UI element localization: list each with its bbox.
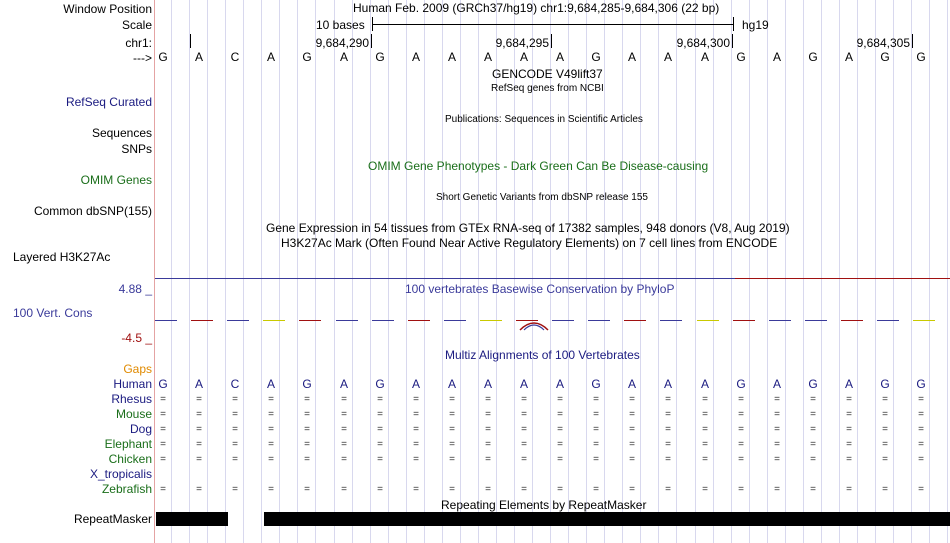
omim-phenotypes-track-title[interactable]: OMIM Gene Phenotypes - Dark Green Can Be Disease-causing <box>368 159 709 173</box>
alignment-match: = <box>268 484 274 495</box>
base-letter: C <box>230 50 240 64</box>
alignment-match: = <box>774 454 780 465</box>
base-letter: A <box>266 377 275 391</box>
alignment-match: = <box>918 484 924 495</box>
conservation-dash <box>263 320 285 321</box>
alignment-match: = <box>485 409 491 420</box>
base-letter: A <box>772 377 781 391</box>
gtex-track-title[interactable]: Gene Expression in 54 tissues from GTEx RNA-seq of 17382 samples, 948 donors (V8, Aug 2019) <box>266 221 790 235</box>
alignment-match: = <box>702 454 708 465</box>
alignment-match: = <box>521 439 527 450</box>
alignment-match: = <box>918 409 924 420</box>
base-letter: G <box>375 50 385 64</box>
alignment-match: = <box>196 424 202 435</box>
base-letter: A <box>844 50 853 64</box>
alignment-match: = <box>232 484 238 495</box>
alignment-match: = <box>160 484 166 495</box>
conservation-dash <box>805 320 827 321</box>
alignment-match: = <box>702 439 708 450</box>
conservation-top-line-red <box>735 278 950 279</box>
alignment-match: = <box>341 439 347 450</box>
conservation-dash <box>733 320 755 321</box>
base-letter: A <box>266 50 275 64</box>
alignment-match: = <box>521 484 527 495</box>
conservation-dash <box>372 320 394 321</box>
conservation-dash <box>624 320 646 321</box>
species-label-dog[interactable]: Dog <box>129 422 152 436</box>
alignment-match: = <box>268 454 274 465</box>
conservation-dash <box>660 320 682 321</box>
alignment-match: = <box>738 454 744 465</box>
base-letter: A <box>483 377 492 391</box>
alignment-match: = <box>846 439 852 450</box>
alignment-match: = <box>521 409 527 420</box>
cons-min-label: -4.5 _ <box>121 331 152 345</box>
alignment-match: = <box>413 409 419 420</box>
cons-max-label: 4.88 _ <box>118 282 152 296</box>
alignment-match: = <box>304 454 310 465</box>
ruler-tick <box>551 34 552 48</box>
alignment-match: = <box>557 409 563 420</box>
alignment-match: = <box>521 424 527 435</box>
alignment-match: = <box>918 424 924 435</box>
alignment-match: = <box>882 454 888 465</box>
alignment-match: = <box>304 439 310 450</box>
alignment-match: = <box>557 484 563 495</box>
alignment-match: = <box>557 424 563 435</box>
base-letter: C <box>230 377 240 391</box>
alignment-match: = <box>485 439 491 450</box>
base-letter: A <box>772 50 781 64</box>
alignment-match: = <box>232 394 238 405</box>
base-letter: G <box>808 50 818 64</box>
alignment-match: = <box>413 454 419 465</box>
base-letter: A <box>663 377 672 391</box>
track-label-gaps[interactable]: Gaps <box>123 362 152 376</box>
alignment-match: = <box>738 409 744 420</box>
alignment-match: = <box>846 409 852 420</box>
alignment-match: = <box>304 424 310 435</box>
track-label-vert-cons[interactable]: 100 Vert. Cons <box>13 306 93 320</box>
alignment-match: = <box>377 454 383 465</box>
alignment-match: = <box>629 409 635 420</box>
base-letter: G <box>302 377 312 391</box>
conservation-dash <box>480 320 502 321</box>
gencode-track-title[interactable]: GENCODE V49lift37 <box>492 67 603 81</box>
alignment-match: = <box>449 409 455 420</box>
conservation-peak <box>518 318 550 332</box>
alignment-match: = <box>557 394 563 405</box>
ruler-coordinate: 9,684,290 <box>315 36 369 50</box>
alignment-match: = <box>774 424 780 435</box>
conservation-dash <box>841 320 863 321</box>
multiz-track-title[interactable]: Multiz Alignments of 100 Vertebrates <box>445 348 640 362</box>
alignment-match: = <box>593 454 599 465</box>
base-letter: G <box>591 377 601 391</box>
alignment-match: = <box>918 394 924 405</box>
base-letter: G <box>158 50 168 64</box>
base-letter: A <box>411 377 420 391</box>
conservation-dash <box>588 320 610 321</box>
alignment-match: = <box>377 484 383 495</box>
species-label-zebrafish[interactable]: Zebrafish <box>101 482 152 496</box>
conservation-dash <box>336 320 358 321</box>
base-letter: A <box>555 50 564 64</box>
base-letter: A <box>339 50 348 64</box>
alignment-match: = <box>846 484 852 495</box>
alignment-match: = <box>810 409 816 420</box>
alignment-match: = <box>774 484 780 495</box>
alignment-match: = <box>593 424 599 435</box>
base-letter: G <box>736 377 746 391</box>
base-letter: G <box>591 50 601 64</box>
alignment-match: = <box>810 454 816 465</box>
alignment-match: = <box>846 394 852 405</box>
alignment-match: = <box>304 484 310 495</box>
window-position-value: Human Feb. 2009 (GRCh37/hg19) chr1:9,684,285-9,684,306 (22 bp) <box>353 1 720 15</box>
base-letter: G <box>736 50 746 64</box>
alignment-match: = <box>268 424 274 435</box>
alignment-match: = <box>449 394 455 405</box>
alignment-match: = <box>521 454 527 465</box>
alignment-match: = <box>774 409 780 420</box>
alignment-match: = <box>485 394 491 405</box>
base-letter: G <box>880 377 890 391</box>
base-letter: G <box>375 377 385 391</box>
conservation-dash <box>299 320 321 321</box>
alignment-match: = <box>304 394 310 405</box>
track-label-dbsnp[interactable]: Common dbSNP(155) <box>33 204 152 218</box>
alignment-match: = <box>882 439 888 450</box>
alignment-match: = <box>665 454 671 465</box>
chrom-label: chr1: <box>125 36 152 50</box>
alignment-match: = <box>557 439 563 450</box>
alignment-match: = <box>665 424 671 435</box>
alignment-match: = <box>413 394 419 405</box>
conservation-dash <box>697 320 719 321</box>
ruler-tick <box>371 34 372 48</box>
conservation-dash <box>769 320 791 321</box>
alignment-match: = <box>232 409 238 420</box>
alignment-match: = <box>846 454 852 465</box>
alignment-match: = <box>268 439 274 450</box>
base-letter: G <box>808 377 818 391</box>
alignment-match: = <box>665 439 671 450</box>
base-letter: A <box>483 50 492 64</box>
dbsnp-track-title[interactable]: Short Genetic Variants from dbSNP release 155 <box>436 192 648 203</box>
alignment-match: = <box>629 424 635 435</box>
base-letter: A <box>700 377 709 391</box>
alignment-match: = <box>160 424 166 435</box>
alignment-match: = <box>629 484 635 495</box>
alignment-match: = <box>232 424 238 435</box>
base-letter: A <box>339 377 348 391</box>
ruler-tick <box>912 34 913 48</box>
track-label-h3k27ac[interactable]: Layered H3K27Ac <box>13 250 111 264</box>
alignment-match: = <box>918 439 924 450</box>
grid-line <box>947 0 948 543</box>
alignment-match: = <box>593 394 599 405</box>
alignment-match: = <box>341 394 347 405</box>
base-letter: A <box>519 50 528 64</box>
alignment-match: = <box>160 439 166 450</box>
alignment-match: = <box>341 454 347 465</box>
alignment-match: = <box>377 424 383 435</box>
conservation-dash <box>877 320 899 321</box>
alignment-match: = <box>268 394 274 405</box>
alignment-match: = <box>702 484 708 495</box>
alignment-match: = <box>413 484 419 495</box>
base-letter: A <box>194 50 203 64</box>
alignment-match: = <box>485 454 491 465</box>
alignment-match: = <box>810 394 816 405</box>
alignment-match: = <box>593 409 599 420</box>
base-letter: G <box>916 377 926 391</box>
track-label-snps[interactable]: SNPs <box>121 142 152 156</box>
alignment-match: = <box>196 394 202 405</box>
alignment-match: = <box>268 409 274 420</box>
alignment-match: = <box>449 484 455 495</box>
base-letter: A <box>663 50 672 64</box>
alignment-match: = <box>593 439 599 450</box>
base-letter: G <box>302 50 312 64</box>
scale-label: Scale <box>121 18 152 32</box>
alignment-match: = <box>810 424 816 435</box>
track-label-repeatmasker[interactable]: RepeatMasker <box>73 512 152 526</box>
ruler-tick <box>732 34 733 48</box>
base-letter: A <box>627 50 636 64</box>
alignment-match: = <box>557 454 563 465</box>
alignment-match: = <box>882 409 888 420</box>
species-label-human[interactable]: Human <box>113 377 152 391</box>
alignment-match: = <box>413 424 419 435</box>
base-letter: G <box>158 377 168 391</box>
alignment-match: = <box>738 484 744 495</box>
species-label-rhesus[interactable]: Rhesus <box>111 392 152 406</box>
alignment-match: = <box>485 424 491 435</box>
alignment-match: = <box>882 484 888 495</box>
alignment-match: = <box>810 439 816 450</box>
refseq-track-title[interactable]: RefSeq genes from NCBI <box>491 83 604 94</box>
repeat-element-block[interactable] <box>264 512 950 526</box>
alignment-match: = <box>449 424 455 435</box>
window-position-label: Window Position <box>63 2 152 16</box>
track-label-refseq[interactable]: RefSeq Curated <box>65 95 152 109</box>
conservation-dash <box>191 320 213 321</box>
base-letter: A <box>194 377 203 391</box>
species-label-mouse[interactable]: Mouse <box>115 407 152 421</box>
track-label-sequences[interactable]: Sequences <box>91 126 152 140</box>
alignment-match: = <box>341 484 347 495</box>
base-letter: A <box>844 377 853 391</box>
alignment-match: = <box>665 484 671 495</box>
ruler-tick <box>190 34 191 48</box>
base-letter: A <box>447 377 456 391</box>
alignment-match: = <box>377 409 383 420</box>
alignment-match: = <box>738 394 744 405</box>
base-letter: A <box>555 377 564 391</box>
alignment-match: = <box>160 394 166 405</box>
base-letter: A <box>411 50 420 64</box>
alignment-match: = <box>738 424 744 435</box>
ruler-coordinate: 9,684,295 <box>495 36 549 50</box>
alignment-match: = <box>160 454 166 465</box>
base-letter: A <box>700 50 709 64</box>
conservation-dash <box>913 320 935 321</box>
conservation-dash <box>552 320 574 321</box>
species-label-x_tropicalis[interactable]: X_tropicalis <box>89 467 152 481</box>
alignment-match: = <box>702 424 708 435</box>
alignment-match: = <box>702 394 708 405</box>
alignment-match: = <box>629 454 635 465</box>
alignment-match: = <box>882 394 888 405</box>
alignment-match: = <box>774 439 780 450</box>
alignment-match: = <box>665 394 671 405</box>
track-label-omim-genes[interactable]: OMIM Genes <box>80 173 152 187</box>
species-label-elephant[interactable]: Elephant <box>104 437 152 451</box>
ruler-coordinate: 9,684,300 <box>676 36 730 50</box>
publications-track-title[interactable]: Publications: Sequences in Scientific Articles <box>445 114 643 125</box>
alignment-match: = <box>629 394 635 405</box>
strand-label: ---> <box>133 51 152 65</box>
alignment-match: = <box>918 454 924 465</box>
alignment-match: = <box>485 484 491 495</box>
scale-bar-label: 10 bases <box>316 18 365 32</box>
alignment-match: = <box>774 394 780 405</box>
alignment-match: = <box>196 484 202 495</box>
base-letter: G <box>916 50 926 64</box>
alignment-match: = <box>882 424 888 435</box>
base-letter: A <box>447 50 456 64</box>
alignment-match: = <box>341 409 347 420</box>
alignment-match: = <box>196 439 202 450</box>
conservation-dash <box>408 320 430 321</box>
alignment-match: = <box>160 409 166 420</box>
alignment-match: = <box>377 439 383 450</box>
assembly-label: hg19 <box>742 18 769 32</box>
h3k27ac-track-title[interactable]: H3K27Ac Mark (Often Found Near Active Regulatory Elements) on 7 cell lines from ENCODE <box>281 236 778 250</box>
alignment-match: = <box>702 409 708 420</box>
alignment-match: = <box>196 409 202 420</box>
alignment-match: = <box>665 409 671 420</box>
alignment-match: = <box>413 439 419 450</box>
repeatmasker-track-title[interactable]: Repeating Elements by RepeatMasker <box>441 498 647 512</box>
alignment-match: = <box>232 454 238 465</box>
alignment-match: = <box>810 484 816 495</box>
conservation-dash <box>227 320 249 321</box>
alignment-match: = <box>449 454 455 465</box>
base-letter: G <box>880 50 890 64</box>
alignment-match: = <box>196 454 202 465</box>
alignment-match: = <box>304 409 310 420</box>
alignment-match: = <box>521 394 527 405</box>
alignment-match: = <box>377 394 383 405</box>
alignment-match: = <box>593 484 599 495</box>
ruler-coordinate: 9,684,305 <box>856 36 910 50</box>
alignment-match: = <box>341 424 347 435</box>
alignment-match: = <box>738 439 744 450</box>
conservation-dash <box>444 320 466 321</box>
conservation-top-line <box>155 278 735 279</box>
alignment-match: = <box>846 424 852 435</box>
alignment-match: = <box>449 439 455 450</box>
phylop-track-title[interactable]: 100 vertebrates Basewise Conservation by PhyloP <box>405 282 675 296</box>
alignment-match: = <box>629 439 635 450</box>
alignment-match: = <box>232 439 238 450</box>
base-letter: A <box>627 377 636 391</box>
base-letter: A <box>519 377 528 391</box>
repeat-element-block[interactable] <box>156 512 228 526</box>
conservation-dash <box>155 320 177 321</box>
species-label-chicken[interactable]: Chicken <box>108 452 152 466</box>
